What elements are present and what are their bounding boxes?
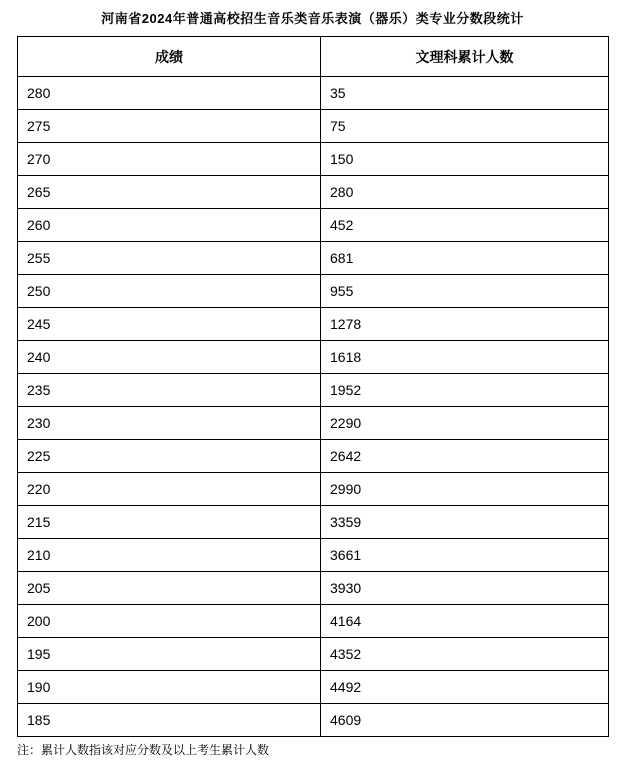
footnote: 注：累计人数指该对应分数及以上考生累计人数 [17, 743, 270, 757]
count-cell: 75 [321, 110, 609, 143]
count-cell: 4352 [321, 638, 609, 671]
score-cell: 215 [18, 506, 321, 539]
score-cell: 210 [18, 539, 321, 572]
table-row [18, 143, 609, 176]
score-cell: 255 [18, 242, 321, 275]
table-row [18, 242, 609, 275]
score-cell: 225 [18, 440, 321, 473]
table-row [18, 539, 609, 572]
count-cell: 35 [321, 77, 609, 110]
score-cell: 235 [18, 374, 321, 407]
score-cell: 230 [18, 407, 321, 440]
table-row [18, 176, 609, 209]
table-row [18, 407, 609, 440]
count-cell: 4609 [321, 704, 609, 737]
table-header-row [18, 37, 609, 77]
score-cell: 185 [18, 704, 321, 737]
table-row [18, 473, 609, 506]
count-cell: 1952 [321, 374, 609, 407]
count-cell: 955 [321, 275, 609, 308]
table-row [18, 341, 609, 374]
score-cell: 280 [18, 77, 321, 110]
table-row [18, 308, 609, 341]
count-cell: 1278 [321, 308, 609, 341]
score-cell: 270 [18, 143, 321, 176]
score-cell: 260 [18, 209, 321, 242]
count-cell: 2990 [321, 473, 609, 506]
table-row [18, 605, 609, 638]
score-cell: 275 [18, 110, 321, 143]
score-cell: 200 [18, 605, 321, 638]
count-cell: 3359 [321, 506, 609, 539]
score-cell: 190 [18, 671, 321, 704]
table-row [18, 110, 609, 143]
table-row [18, 572, 609, 605]
score-cell: 240 [18, 341, 321, 374]
count-cell: 2642 [321, 440, 609, 473]
table-row [18, 506, 609, 539]
count-cell: 150 [321, 143, 609, 176]
table-row [18, 671, 609, 704]
count-cell: 280 [321, 176, 609, 209]
score-cell: 195 [18, 638, 321, 671]
table-row [18, 374, 609, 407]
page-title: 河南省2024年普通高校招生音乐类音乐表演（器乐）类专业分数段统计 [101, 11, 524, 26]
count-cell: 3661 [321, 539, 609, 572]
count-cell: 452 [321, 209, 609, 242]
score-cell: 250 [18, 275, 321, 308]
table-row [18, 209, 609, 242]
count-cell: 681 [321, 242, 609, 275]
score-cell: 205 [18, 572, 321, 605]
score-distribution-table [17, 36, 609, 737]
column-header-count: 文理科累计人数 [321, 37, 609, 77]
column-header-score: 成绩 [18, 37, 321, 77]
count-cell: 2290 [321, 407, 609, 440]
count-cell: 1618 [321, 341, 609, 374]
table-row [18, 440, 609, 473]
table-row [18, 275, 609, 308]
score-cell: 265 [18, 176, 321, 209]
score-cell: 220 [18, 473, 321, 506]
count-cell: 3930 [321, 572, 609, 605]
table-row [18, 77, 609, 110]
count-cell: 4164 [321, 605, 609, 638]
table-row [18, 638, 609, 671]
count-cell: 4492 [321, 671, 609, 704]
table-header [18, 37, 609, 77]
score-cell: 245 [18, 308, 321, 341]
table-body [18, 77, 609, 737]
table-row [18, 704, 609, 737]
